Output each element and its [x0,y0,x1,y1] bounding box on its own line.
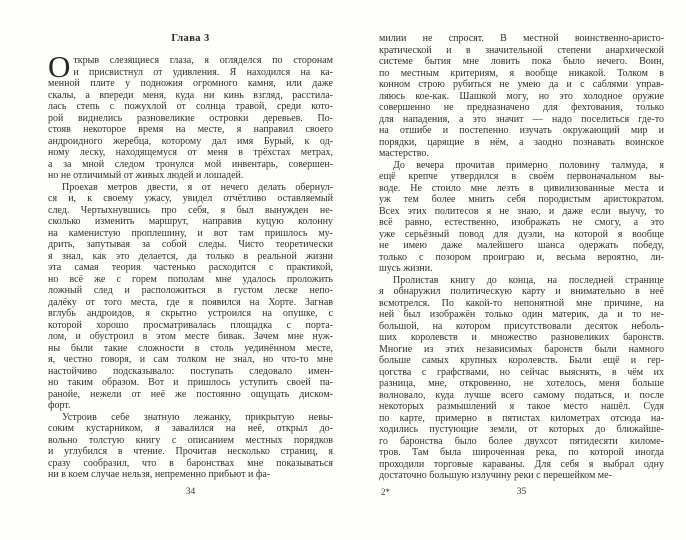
text-line: я обнаружил политическую карту и внимательно в неё [379,286,664,297]
text-line: на отшибе и постепенно изучать окружающий мир и [379,125,664,136]
text-line: ших королевств и множество разновеликих баронств. [379,332,664,343]
text-line: соким кустарником, я завалился на неё, открыл до- [48,423,333,434]
text-line: но таким образом. Вот и пришлось уступить своей па- [48,377,333,388]
text-line: всё равно, естественно, изображать не смогу, а это [379,217,664,228]
text-line: шусь жизни. [379,263,433,274]
text-line: уже серьёзный повод для дуэли, на которой я вообще [379,228,664,240]
text-line: и присвистнул от удивления. Я находился на ка- [73,66,333,78]
text-line: волновало, куда лучше всего самому податься, и после [379,389,664,401]
drop-cap: О [48,49,71,84]
text-line: лась степь с пожухлой от солнца травой, среди кото- [48,101,333,112]
text-line: сколько изменить маршрут, направив куцую колонну [48,216,333,227]
text-line: настойчиво подсказывало: поступать следовало имен- [48,365,333,377]
text-line: на каменистую проплешину, и вот там пришлось му- [48,227,333,239]
text-line: которой хорошо просматривалась площадка с порта- [48,319,333,331]
text-line: Устроив себе знатную лежанку, прикрытую невы- [62,411,333,423]
text-line: ляюсь кое-как. Шашкой могу, но это холодное оружие [379,90,664,102]
text-line: а за мной следом тронулся мой инвентарь, совершен- [48,158,333,170]
text-line: менной плите у подножия огромного камня, или даже [48,78,333,89]
text-line: ложный след и расположиться в густом леске непо- [48,285,333,296]
text-line: я, честно говоря, и сам толком не знал, но что-то мне [48,354,333,365]
text-line: сразу сообразил, что в баронствах мне показываться [48,457,333,469]
paragraph [379,160,664,275]
text-line: кратической и в значительной степени анархической [379,44,664,56]
page-right [379,0,664,540]
text-line: но не отличимый от живых людей и лошадей. [48,170,244,181]
text-line: Всех этих политесов я не знаю, и даже если выучу, то [379,205,664,217]
text-line: ткрыв слезящиеся глаза, я огляделся по сторонам [73,55,333,66]
page-number-right: 35 [516,487,527,497]
text-line: всмотрелся. По какой-то непонятной мне причине, на [379,297,664,309]
text-line: ся и, к своему ужасу, увидел отчётливо оставляемый [48,193,333,204]
text-line: го баронства было более двухсот пятидесяти киломе- [379,435,664,447]
text-line: тров. Там была широченная река, по которой иногда [379,447,664,458]
text-line: цогства с графствами, но сейчас выяснять, в чём их [379,366,664,378]
text-line: ходились пустующие земли, от которых до ближайше- [379,424,664,435]
text-line: До вечера прочитав примерно половину талмуда, я [393,159,664,171]
text-line: вольно толстую книгу с описанием местных порядков [48,434,333,446]
text-line: Пролистав книгу до конца, на последней странице [393,274,664,286]
text-line: конном строю рубиться не умею да и с саблями управ- [379,79,664,90]
text-line: больше самых крупных королевств. Были ещё и гер- [379,355,664,366]
text-line: большой, на котором присутствовали десяток неболь- [379,320,664,332]
page-left [48,0,333,540]
text-line: только с позором проиграю и, весьма вероятно, ли- [379,251,664,263]
text-line: ни в коем случае нельзя, непременно прибьют и фа- [48,469,271,480]
text-line: совершенно не предназначено для фехтования, только [379,102,664,113]
text-line: андроидного жеребца, которому дал имя Бурый, к од- [48,135,333,147]
text-line: но всё же с горем пополам мне удалось проложить [48,273,333,285]
text-line: форт. [48,400,71,411]
text-line: дрить, запутывая за собой следы. Чисто теоретически [48,239,333,250]
text-line: некоторых размышлений я такое место нашёл. Судя [379,401,664,412]
text-line: эта самая теория частенько расходится с практикой, [48,262,333,273]
text-line: по карте, примерно в пятистах километрах отсюда на- [379,412,664,424]
text-line: рой виднелись разновеликие островки деревьев. По- [48,112,333,124]
paragraph [48,49,333,182]
text-line: далёку от того места, где я появился на Хорте. Загнав [48,296,333,308]
chapter-heading: Глава 3 [171,33,210,44]
text-line: ранойе, нежели от неё же постоянно ощущать диском- [48,388,333,400]
text-line: по местным критериям, я вообще никакой. Толком в [379,67,664,79]
paragraph [379,275,664,482]
text-line: системе бытия мне ловить пока было нечего. Воин, [379,56,664,67]
text-line: Проехав метров двести, я от нечего делать обернул- [62,181,333,193]
right-page-text [379,0,664,482]
text-line: ней был изображён только один материк, да и то не- [379,309,664,320]
text-line: лом, и обустроил в этом месте бивак. Зачем мне нуж- [48,331,333,342]
text-line: стояв некоторое время на месте, я направил своего [48,124,333,135]
text-line: не имею даже малейшего шанса одержать победу, [379,240,664,251]
text-line: уж тем более мнить себя породистым аристократом. [379,194,664,205]
paragraph [48,412,333,481]
left-page-footer [48,486,333,498]
text-line: я знал, как это делается, да только в реальной жизни [48,250,333,262]
text-line: мастерство. [379,148,429,159]
text-line: и углубился в чтение. Прочитав несколько страниц, я [48,446,333,457]
text-line: разница, мне, откровенно, не хотелось, меня больше [379,378,664,389]
text-line: проходили торговые караваны. Для себя я выбрал одну [379,458,664,470]
text-line: скалы, а впереди меня, куда ни кинь взгляд, расстила- [48,89,333,101]
text-line: порядки, царящие в нём, а заодно познавать воинское [379,136,664,148]
text-line: милии не спросят. В местной воинственно-аристо- [379,33,664,44]
paragraph [48,182,333,412]
text-line: достаточно большую излучину реки с перешейком ме- [379,470,612,481]
paragraph [379,33,664,160]
text-line: для нападения, а это значит — надо поселиться где-то [379,113,664,125]
right-page-footer [379,486,664,498]
text-line: ны были такие сложности в столь уединённом месте, [48,342,333,354]
page-number-left: 34 [185,487,196,497]
text-line: Многие из этих независимых баронств были намного [379,343,664,355]
text-line: воде. Не стоило мне лезть в цивилизованные места и [379,182,664,194]
signature-mark: 2* [381,487,390,497]
text-line: вглубь андроидов, я скрытно устроился на опушке, с [48,308,333,319]
left-page-text [48,49,333,481]
text-line: след. Чертыхнувшись про себя, я был вынужден не- [48,204,333,216]
text-line: ещё крепче утвердился в своём первоначальном вы- [379,171,664,182]
text-line: ному леску, находящемуся от меня в трёхстах метрах, [48,147,333,158]
